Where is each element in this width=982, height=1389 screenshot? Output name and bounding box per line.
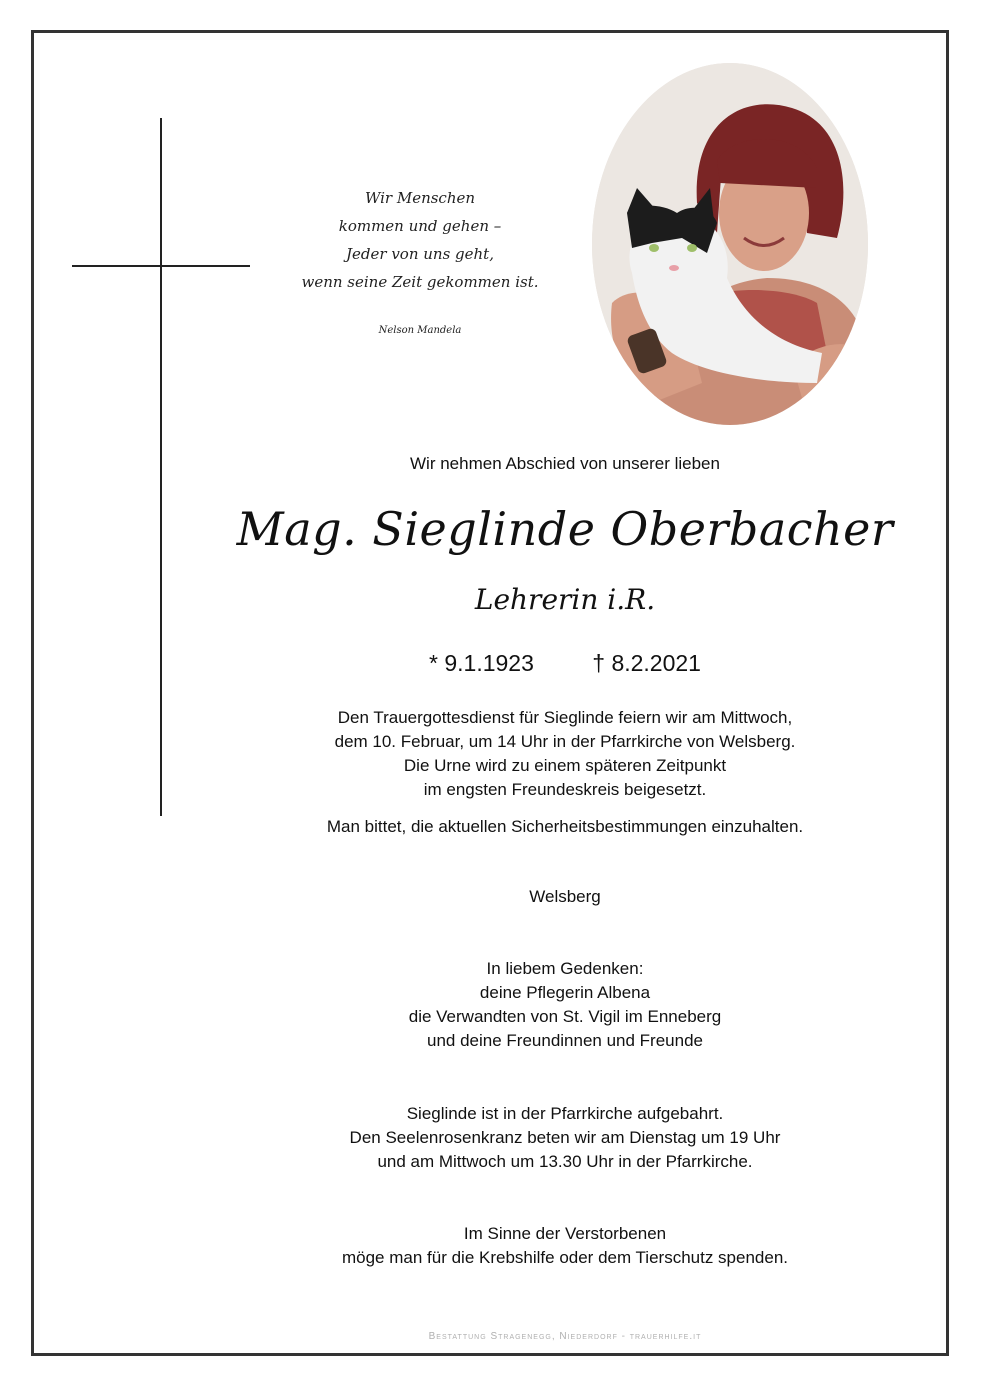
viewing-line: Den Seelenrosenkranz beten wir am Dienstag um 19 Uhr — [349, 1128, 781, 1147]
donation-line: Im Sinne der Verstorbenen — [463, 1224, 667, 1243]
portrait-photo — [592, 63, 868, 425]
place: Welsberg — [529, 887, 601, 906]
viewing-line: Sieglinde ist in der Pfarrkirche aufgebahrt. — [406, 1104, 724, 1123]
life-dates — [230, 650, 900, 677]
quote-line: wenn seine Zeit gekommen ist. — [301, 273, 539, 291]
deceased-title: Lehrerin i.R. — [474, 583, 656, 616]
memory-line: und deine Freundinnen und Freunde — [427, 1031, 703, 1050]
portrait-illustration — [592, 63, 868, 425]
service-info — [230, 706, 900, 802]
cross-vertical-beam — [160, 118, 162, 816]
memorial-signatures — [230, 957, 900, 1053]
service-line: Die Urne wird zu einem späteren Zeitpunkt — [403, 756, 727, 775]
quote-line: kommen und gehen – — [338, 217, 502, 235]
viewing-info — [230, 1102, 900, 1174]
footer-credit: Bestattung Stragenegg, Niederdorf - trauerhilfe.it — [428, 1331, 702, 1342]
service-line: dem 10. Februar, um 14 Uhr in der Pfarrkirche von Welsberg. — [334, 732, 796, 751]
memory-line: In liebem Gedenken: — [486, 959, 644, 978]
service-line: im engsten Freundeskreis beigesetzt. — [423, 780, 707, 799]
cross-horizontal-beam — [72, 265, 250, 267]
memory-line: deine Pflegerin Albena — [479, 983, 651, 1002]
viewing-line: und am Mittwoch um 13.30 Uhr in der Pfarrkirche. — [377, 1152, 753, 1171]
deceased-name: Mag. Sieglinde Oberbacher — [236, 502, 894, 556]
memory-line: die Verwandten von St. Vigil im Enneberg — [408, 1007, 722, 1026]
quote — [290, 184, 550, 296]
death-date: † 8.2.2021 — [592, 650, 701, 676]
donation-info — [230, 1222, 900, 1270]
service-line: Den Trauergottesdienst für Sieglinde feiern wir am Mittwoch, — [337, 708, 793, 727]
quote-line: Jeder von uns geht, — [346, 245, 494, 263]
quote-author: Nelson Mandela — [378, 325, 462, 336]
safety-notice: Man bittet, die aktuellen Sicherheitsbestimmungen einzuhalten. — [326, 817, 804, 836]
birth-date: * 9.1.1923 — [429, 650, 534, 676]
donation-line: möge man für die Krebshilfe oder dem Tierschutz spenden. — [341, 1248, 789, 1267]
quote-line: Wir Menschen — [364, 189, 476, 207]
intro-text: Wir nehmen Abschied von unserer lieben — [410, 454, 720, 473]
